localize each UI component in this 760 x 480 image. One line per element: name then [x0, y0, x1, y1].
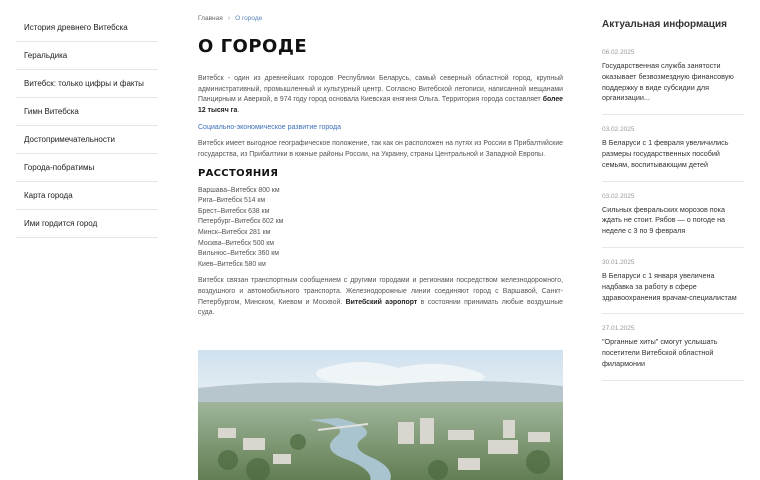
breadcrumb-chevron-icon: › [227, 15, 231, 22]
news-date: 03.02.2025 [602, 126, 635, 134]
list-item: Вильнюс–Витебск 360 км [198, 250, 279, 258]
news-date: 30.01.2025 [602, 258, 635, 266]
news-item[interactable] [602, 258, 744, 314]
area-highlight: более 12 тысяч га [198, 96, 563, 114]
list-item: Москва–Витебск 500 км [198, 239, 275, 247]
distances-list [198, 186, 563, 271]
list-item: Киев–Витебск 580 км [198, 260, 266, 268]
news-title[interactable]: В Беларуси с 1 января увеличена надбавка за работу в сфере здравоохранения врачам-специалистам [602, 270, 737, 302]
news-date: 06.02.2025 [602, 49, 635, 56]
news-item[interactable] [602, 192, 744, 248]
news-item[interactable] [602, 48, 744, 115]
list-item: Минск–Витебск 281 км [198, 228, 271, 236]
city-photo-graphic [198, 350, 563, 480]
sidebar-menu [16, 14, 158, 238]
sidebar-item-anthem[interactable]: Гимн Витебска [16, 98, 158, 126]
news-item[interactable] [602, 324, 744, 380]
sidebar-item-famous-people[interactable]: Ими гордится город [16, 210, 158, 238]
list-item: Петербург–Витебск 602 км [198, 218, 284, 226]
sidebar-item-sights[interactable]: Достопримечательности [16, 126, 158, 154]
sidebar-item-heraldry[interactable]: Геральдика [16, 42, 158, 70]
list-item: Рига–Витебск 514 км [198, 197, 266, 205]
geography-paragraph: Витебск имеет выгодное географическое положение, так как он расположен на путях из России в Прибалтийские государства, из Прибалтики в южные районы России, на Украину, страны Центральной и Западной Европы. [198, 140, 563, 158]
news-list [602, 48, 744, 381]
news-title[interactable]: Сильных февральских морозов пока ждать не стоит. Рябов — о погоде на неделе с 3 по 9 февраля [602, 204, 726, 236]
news-date: 27.01.2025 [602, 325, 635, 333]
list-item: Варшава–Витебск 800 км [198, 186, 280, 194]
list-item: Брест–Витебск 638 км [198, 207, 270, 215]
news-title[interactable]: Государственная служба занятости оказывает безвозмездную финансовую поддержку в виде субсидии для организации... [602, 61, 734, 103]
sidebar-item-facts[interactable]: Витебск: только цифры и факты [16, 70, 158, 98]
sidebar-item-twin-cities[interactable]: Города-побратимы [16, 154, 158, 182]
airport-highlight: Витебский аэропорт [345, 298, 418, 306]
sidebar-item-history[interactable]: История древнего Витебска [16, 14, 158, 42]
distances-heading: РАССТОЯНИЯ [198, 167, 279, 179]
breadcrumb [198, 14, 563, 26]
intro-paragraph: Витебск - один из древнейших городов Республики Беларусь, самый северный областной город, крупный административный, промышленный и культурный центр. Согласно Витебской летописи, написанной мещанами Панцирным и Аверкой, в 974 году город основала Киевская княгиня Ольга. Территория города составляет более 12 тысяч га. [198, 75, 563, 114]
transport-paragraph: Витебск связан транспортным сообщением с другими городами и регионами посредством железнодорожного, воздушного и автомобильного транспорта. Железнодорожные линии соединяют город с Варшавой, Санкт-Петербургом, Минском, Киевом и Москвой. Витебский аэропорт в состоянии принимать любые воздушные суда. [198, 277, 563, 317]
city-aerial-photo [198, 350, 563, 480]
breadcrumb-current: О городе [235, 15, 263, 22]
news-sidebar [602, 14, 744, 391]
news-title[interactable]: В Беларуси с 1 февраля увеличились размеры государственных пособий семьям, воспитывающим детей [602, 138, 729, 169]
page-title: О ГОРОДЕ [198, 36, 308, 57]
news-item[interactable] [602, 125, 744, 181]
news-heading: Актуальная информация [602, 19, 727, 30]
main-content [198, 14, 563, 319]
sidebar-item-city-map[interactable]: Карта города [16, 182, 158, 210]
news-title[interactable]: "Органные хиты" смогут услышать посетители Витебской областной филармонии [602, 337, 718, 368]
breadcrumb-home-link[interactable]: Главная [198, 15, 223, 22]
economic-development-link[interactable]: Социально-экономическое развитие города [198, 124, 341, 132]
news-date: 03.02.2025 [602, 192, 635, 200]
